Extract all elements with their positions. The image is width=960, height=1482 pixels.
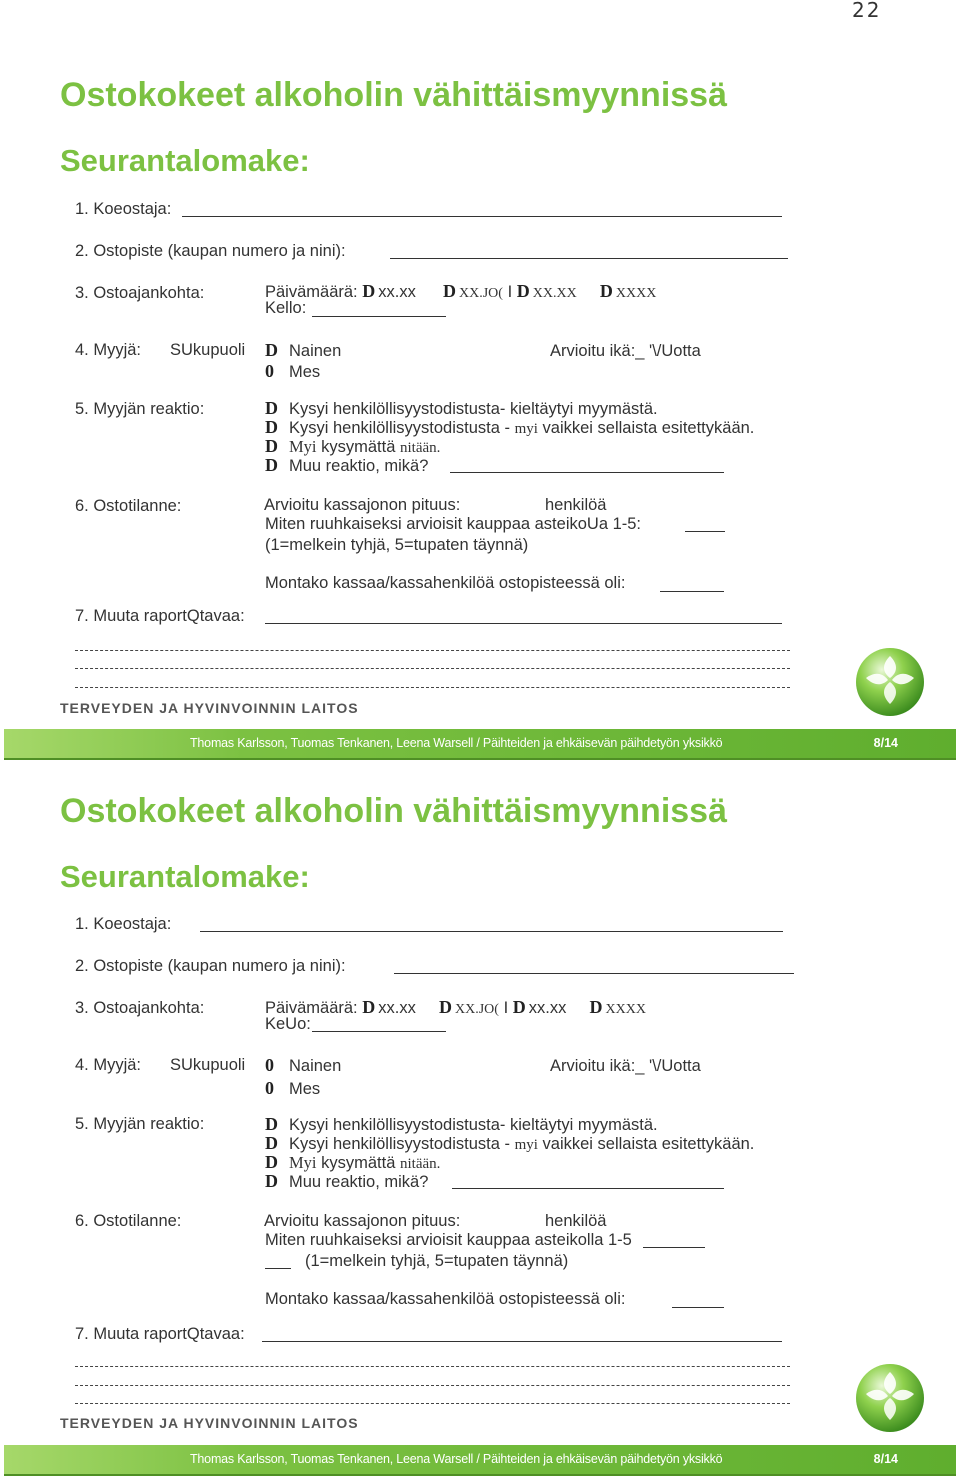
time-answer-line[interactable]: [312, 1031, 446, 1032]
reaction-option-label: nitään.: [399, 1156, 441, 1172]
reaction-option-label: nitään.: [399, 440, 441, 456]
org-name: TERVEYDEN JA HYVINVOINNIN LAITOS: [60, 700, 359, 716]
male-label: Mes: [289, 1080, 321, 1098]
notes-line[interactable]: [75, 1385, 790, 1386]
gender-label: SUkupuoli: [170, 1056, 246, 1074]
reaction-option-label: Myi: [289, 437, 317, 456]
q3-label: 3. Ostoajankohta:: [75, 284, 205, 302]
checkbox-icon[interactable]: D: [265, 1152, 278, 1172]
q3-label: 3. Ostoajankohta:: [75, 999, 205, 1017]
option-male[interactable]: [265, 1078, 320, 1099]
date-options: [265, 997, 646, 1018]
checkbox-icon[interactable]: 0: [265, 1078, 274, 1098]
reaction-option-label: myi: [514, 1137, 538, 1153]
q7-answer-line[interactable]: [262, 1341, 782, 1342]
reaction-option-3[interactable]: [265, 436, 440, 457]
option-female[interactable]: [265, 340, 341, 361]
slide-page-number: 8/14: [873, 736, 898, 750]
slide-subtitle: Seurantalomake:: [60, 859, 310, 894]
notes-line[interactable]: [75, 1403, 790, 1404]
option-male[interactable]: [265, 361, 320, 382]
reaction-option-label: Kysyi henkilöllisyystodistusta -: [289, 1135, 510, 1153]
q2-answer-line[interactable]: [390, 258, 788, 259]
checkbox-icon[interactable]: D: [439, 997, 453, 1017]
queue-length-label: Arvioitu kassajonon pituus:: [264, 496, 461, 514]
date-option-3: xx.xx: [528, 999, 567, 1017]
date-option-4: XXXX: [615, 286, 657, 301]
date-option-2: XX.JO(: [455, 1002, 499, 1017]
q2-label: 2. Ostopiste (kaupan numero ja nini):: [75, 957, 346, 975]
female-label: Nainen: [289, 342, 342, 360]
date-label: Päivämäärä:: [265, 283, 358, 301]
thl-logo-icon: [852, 642, 928, 718]
male-label: Mes: [289, 363, 321, 381]
checkbox-icon[interactable]: D: [265, 1133, 278, 1153]
checkbox-icon[interactable]: D: [362, 997, 376, 1017]
checkbox-icon[interactable]: D: [265, 436, 278, 456]
checkbox-icon[interactable]: D: [265, 417, 278, 437]
checkout-count-label: Montako kassaa/kassahenkilöä ostopisteessä oli:: [265, 1290, 626, 1308]
q7-label: 7. Muuta raportQtavaa:: [75, 1325, 245, 1343]
checkbox-icon[interactable]: D: [265, 398, 278, 418]
slide-title: Ostokokeet alkoholin vähittäismyynnissä: [60, 76, 728, 114]
q5-label: 5. Myyjän reaktio:: [75, 1115, 205, 1133]
checkbox-icon[interactable]: 0: [265, 1055, 274, 1075]
checkbox-icon[interactable]: 0: [265, 361, 274, 381]
scale-hint: (1=melkein tyhjä, 5=tupaten täynnä): [265, 536, 529, 554]
checkout-count-line[interactable]: [672, 1307, 724, 1308]
q4-label: 4. Myyjä:: [75, 1056, 142, 1074]
reaction-option-2[interactable]: [265, 417, 754, 438]
q6-label: 6. Ostotilanne:: [75, 1212, 182, 1230]
gender-label: SUkupuoli: [170, 341, 246, 359]
q6-label: 6. Ostotilanne:: [75, 497, 182, 515]
q2-label: 2. Ostopiste (kaupan numero ja nini):: [75, 242, 346, 260]
checkbox-icon[interactable]: D: [516, 281, 530, 301]
q1-answer-line[interactable]: [200, 931, 783, 932]
crowdedness-answer-line[interactable]: [685, 531, 725, 532]
reaction-option-label: vaikkei sellaista esitettykään.: [542, 1135, 755, 1153]
date-options: [265, 281, 656, 302]
footer-bar: [4, 1445, 956, 1475]
footer-credit: Thomas Karlsson, Tuomas Tenkanen, Leena Warsell / Päihteiden ja ehkäisevän päihdetyön yksikkö: [190, 736, 723, 750]
reaction-option-label: myi: [514, 421, 538, 437]
page-number: 22: [852, 0, 882, 22]
date-label: Päivämäärä:: [265, 999, 358, 1017]
reaction-option-4[interactable]: [265, 455, 428, 476]
org-name: TERVEYDEN JA HYVINVOINNIN LAITOS: [60, 1415, 359, 1431]
checkbox-icon[interactable]: D: [599, 281, 613, 301]
notes-line[interactable]: [75, 687, 790, 688]
female-label: Nainen: [289, 1057, 342, 1075]
checkbox-icon[interactable]: D: [265, 1171, 278, 1191]
date-option-2: XX.JO(: [459, 286, 503, 301]
reaction-option-label: Muu reaktio, mikä?: [289, 457, 429, 475]
reaction-option-2[interactable]: [265, 1133, 754, 1154]
q7-label: 7. Muuta raportQtavaa:: [75, 607, 245, 625]
option-female[interactable]: [265, 1055, 341, 1076]
q7-answer-line[interactable]: [265, 623, 782, 624]
date-option-1: xx.xx: [378, 283, 416, 301]
date-option-4: XXXX: [605, 1002, 646, 1017]
notes-line[interactable]: [75, 650, 790, 651]
slide-title: Ostokokeet alkoholin vähittäismyynnissä: [60, 792, 728, 830]
time-label: Kello:: [265, 299, 307, 317]
estimated-age: Arvioitu ikä:_ '\/Uotta: [550, 342, 701, 360]
reaction-option-label: Kysyi henkilöllisyystodistusta -: [289, 419, 510, 437]
checkbox-icon[interactable]: D: [265, 455, 278, 475]
reaction-option-label: kysymättä: [321, 1154, 396, 1172]
crowdedness-answer-line[interactable]: [643, 1247, 705, 1248]
checkout-count-line[interactable]: [660, 591, 724, 592]
q1-label: 1. Koeostaja:: [75, 915, 172, 933]
date-option-1: xx.xx: [378, 999, 416, 1017]
reaction-option-label: vaikkei sellaista esitettykään.: [542, 419, 755, 437]
checkbox-icon[interactable]: D: [265, 1114, 278, 1134]
notes-line[interactable]: [75, 1366, 790, 1367]
q2-answer-line[interactable]: [394, 973, 794, 974]
reaction-option-label: Myi: [289, 1153, 317, 1172]
date-option-3: XX.XX: [532, 286, 577, 301]
queue-length-label: Arvioitu kassajonon pituus:: [264, 1212, 461, 1230]
other-reaction-line[interactable]: [450, 472, 724, 473]
reaction-option-3[interactable]: [265, 1152, 440, 1173]
time-label: KeUo:: [265, 1015, 311, 1033]
q5-label: 5. Myyjän reaktio:: [75, 400, 205, 418]
reaction-option-label: Kysyi henkilöllisyystodistusta- kieltäytyi myymästä.: [289, 400, 658, 418]
q4-label: 4. Myyjä:: [75, 341, 142, 359]
date-separator: I: [507, 283, 513, 301]
estimated-age: Arvioitu ikä:_ '\/Uotta: [550, 1057, 701, 1075]
date-separator: I: [503, 999, 509, 1017]
crowdedness-label: Miten ruuhkaiseksi arvioisit kauppaa asteikoUa 1-5:: [265, 515, 642, 533]
reaction-option-label: Kysyi henkilöllisyystodistusta- kieltäytyi myymästä.: [289, 1116, 658, 1134]
footer-rule: [4, 758, 956, 760]
checkbox-icon[interactable]: D: [265, 340, 278, 360]
notes-line[interactable]: [75, 668, 790, 669]
footer-rule: [4, 1474, 956, 1476]
persons-label: henkilöä: [545, 496, 607, 514]
footer-credit: Thomas Karlsson, Tuomas Tenkanen, Leena Warsell / Päihteiden ja ehkäisevän päihdetyön yksikkö: [190, 1452, 723, 1466]
checkbox-icon[interactable]: D: [512, 997, 526, 1017]
checkbox-icon[interactable]: D: [443, 281, 457, 301]
reaction-option-1[interactable]: [265, 398, 658, 419]
footer-bar: [4, 729, 956, 759]
q1-label: 1. Koeostaja:: [75, 200, 172, 218]
reaction-option-4[interactable]: [265, 1171, 428, 1192]
scale-answer-line[interactable]: [265, 1268, 291, 1269]
scale-hint: (1=melkein tyhjä, 5=tupaten täynnä): [305, 1252, 569, 1270]
other-reaction-line[interactable]: [452, 1188, 724, 1189]
checkout-count-label: Montako kassaa/kassahenkilöä ostopisteessä oli:: [265, 574, 626, 592]
slide-subtitle: Seurantalomake:: [60, 143, 310, 178]
persons-label: henkilöä: [545, 1212, 607, 1230]
reaction-option-label: kysymättä: [321, 438, 396, 456]
slide-page-number: 8/14: [873, 1452, 898, 1466]
checkbox-icon[interactable]: D: [589, 997, 603, 1017]
checkbox-icon[interactable]: D: [362, 281, 376, 301]
thl-logo-icon: [852, 1358, 928, 1434]
q1-answer-line[interactable]: [182, 216, 782, 217]
crowdedness-label: Miten ruuhkaiseksi arvioisit kauppaa asteikolla 1-5: [265, 1231, 632, 1249]
time-answer-line[interactable]: [312, 316, 446, 317]
reaction-option-1[interactable]: [265, 1114, 658, 1135]
reaction-option-label: Muu reaktio, mikä?: [289, 1173, 429, 1191]
